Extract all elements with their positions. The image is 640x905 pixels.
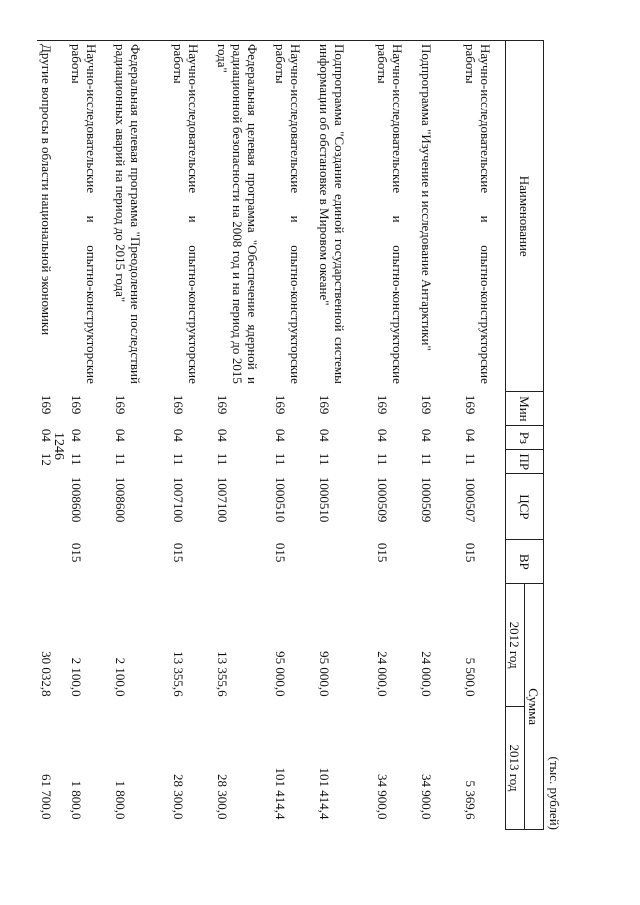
row-rz: 04 (317, 428, 333, 442)
row-min: 169 (419, 394, 435, 415)
row-csr (38, 474, 68, 540)
row-csr: 1000510 (317, 476, 333, 523)
row-vr (316, 540, 374, 584)
table-row (418, 41, 462, 830)
row-2013: 34 900,0 (419, 774, 435, 820)
row-2013: 28 300,0 (215, 774, 231, 820)
row-rz: 04 (463, 428, 479, 442)
header-2012: 2012 год (506, 584, 525, 707)
row-rz: 04 (39, 428, 55, 442)
row-min: 169 (39, 394, 55, 415)
header-name: Наименование (506, 41, 544, 392)
row-csr: 1008600 (113, 476, 129, 523)
table-row (374, 41, 418, 830)
row-name: Научно-исследовательские и опытно-конструкторские работы (68, 41, 112, 392)
row-pr: 11 (171, 452, 187, 466)
row-vr (418, 540, 462, 584)
row-pr: 11 (419, 452, 435, 466)
row-2013: 101 414,4 (273, 767, 289, 820)
row-min: 169 (215, 394, 231, 415)
row-vr: 015 (69, 542, 85, 563)
row-csr: 1000507 (463, 476, 479, 523)
row-vr: 015 (273, 542, 289, 563)
row-vr (38, 540, 68, 584)
row-name: Подпрограмма "Создание единой государственной системы информации об обстановке в Мировом океане" (316, 41, 374, 392)
header-csr: ЦСР (506, 474, 544, 540)
row-2012: 2 100,0 (113, 657, 129, 697)
header-min: Мин (506, 392, 544, 426)
row-2012: 13 355,6 (171, 651, 187, 697)
row-vr (214, 540, 272, 584)
table-row (462, 41, 506, 830)
row-2012: 5 500,0 (463, 657, 479, 697)
row-name: Научно-исследовательские и опытно-конструкторские работы (374, 41, 418, 392)
row-vr: 015 (171, 542, 187, 563)
table-row (316, 41, 374, 830)
row-2013: 1 800,0 (113, 780, 129, 820)
header-2013: 2013 год (506, 707, 525, 830)
row-2012: 2 100,0 (69, 657, 85, 697)
row-rz: 04 (419, 428, 435, 442)
header-rz: Рз (506, 426, 544, 450)
row-pr: 11 (273, 452, 289, 466)
row-min: 169 (273, 394, 289, 415)
row-2012: 95 000,0 (317, 651, 333, 697)
row-2013: 28 300,0 (171, 774, 187, 820)
row-2012: 95 000,0 (273, 651, 289, 697)
row-pr: 11 (317, 452, 333, 466)
row-min: 169 (317, 394, 333, 415)
table-row (68, 41, 112, 830)
table-row (112, 41, 170, 830)
row-pr: 11 (215, 452, 231, 466)
row-vr (112, 540, 170, 584)
table-header (506, 41, 544, 830)
row-2013: 34 900,0 (375, 774, 391, 820)
row-csr: 1008600 (69, 476, 85, 523)
row-name: Подпрограмма "Изучение и исследование Антарктики" (418, 41, 462, 392)
row-2012: 13 355,6 (215, 651, 231, 697)
row-rz: 04 (113, 428, 129, 442)
row-rz: 04 (273, 428, 289, 442)
row-rz: 04 (215, 428, 231, 442)
budget-table (38, 40, 545, 830)
row-rz: 04 (171, 428, 187, 442)
row-name: Научно-исследовательские и опытно-конструкторские работы (272, 41, 316, 392)
row-min: 169 (463, 394, 479, 415)
row-rz: 04 (69, 428, 85, 442)
table-row (272, 41, 316, 830)
units-label: (тыс. рублей) (547, 756, 562, 830)
row-pr: 11 (69, 452, 85, 466)
header-sum: Сумма (525, 584, 544, 830)
header-vr: ВР (506, 540, 544, 584)
row-pr: 11 (463, 452, 479, 466)
row-csr: 1000509 (419, 476, 435, 523)
table-row (170, 41, 214, 830)
row-2012: 24 000,0 (375, 651, 391, 697)
row-name: Федеральная целевая программа "Обеспечение ядерной и радиационной безопасности на 2008 год и на период до 2015 года" (214, 41, 272, 392)
row-2013: 101 414,4 (317, 767, 333, 820)
row-min: 169 (171, 394, 187, 415)
row-2013: 1 800,0 (69, 780, 85, 820)
row-rz: 04 (375, 428, 391, 442)
row-csr: 1007100 (171, 476, 187, 523)
table-row (214, 41, 272, 830)
row-csr: 1000510 (273, 476, 289, 523)
row-2012: 24 000,0 (419, 651, 435, 697)
row-pr: 11 (113, 452, 129, 466)
row-csr: 1007100 (215, 476, 231, 523)
row-2012: 30 032,8 (39, 651, 55, 697)
row-vr: 015 (463, 542, 479, 563)
row-min: 169 (69, 394, 85, 415)
row-name: Научно-исследовательские и опытно-конструкторские работы (170, 41, 214, 392)
page-number: 1246 (51, 432, 66, 460)
row-csr: 1000509 (375, 476, 391, 523)
row-name: Другие вопросы в области национальной экономики (38, 41, 68, 392)
row-2013: 5 369,6 (463, 780, 479, 820)
row-vr: 015 (375, 542, 391, 563)
header-pr: ПР (506, 450, 544, 474)
row-pr: 11 (375, 452, 391, 466)
row-name: Федеральная целевая программа "Преодоление последствий радиационных аварий на период до 2015 года" (112, 41, 170, 392)
row-name: Научно-исследовательские и опытно-конструкторские работы (462, 41, 506, 392)
table-row (38, 41, 68, 830)
row-min: 169 (375, 394, 391, 415)
row-2013: 61 700,0 (39, 774, 55, 820)
row-min: 169 (113, 394, 129, 415)
row-pr: 12 (39, 452, 55, 466)
